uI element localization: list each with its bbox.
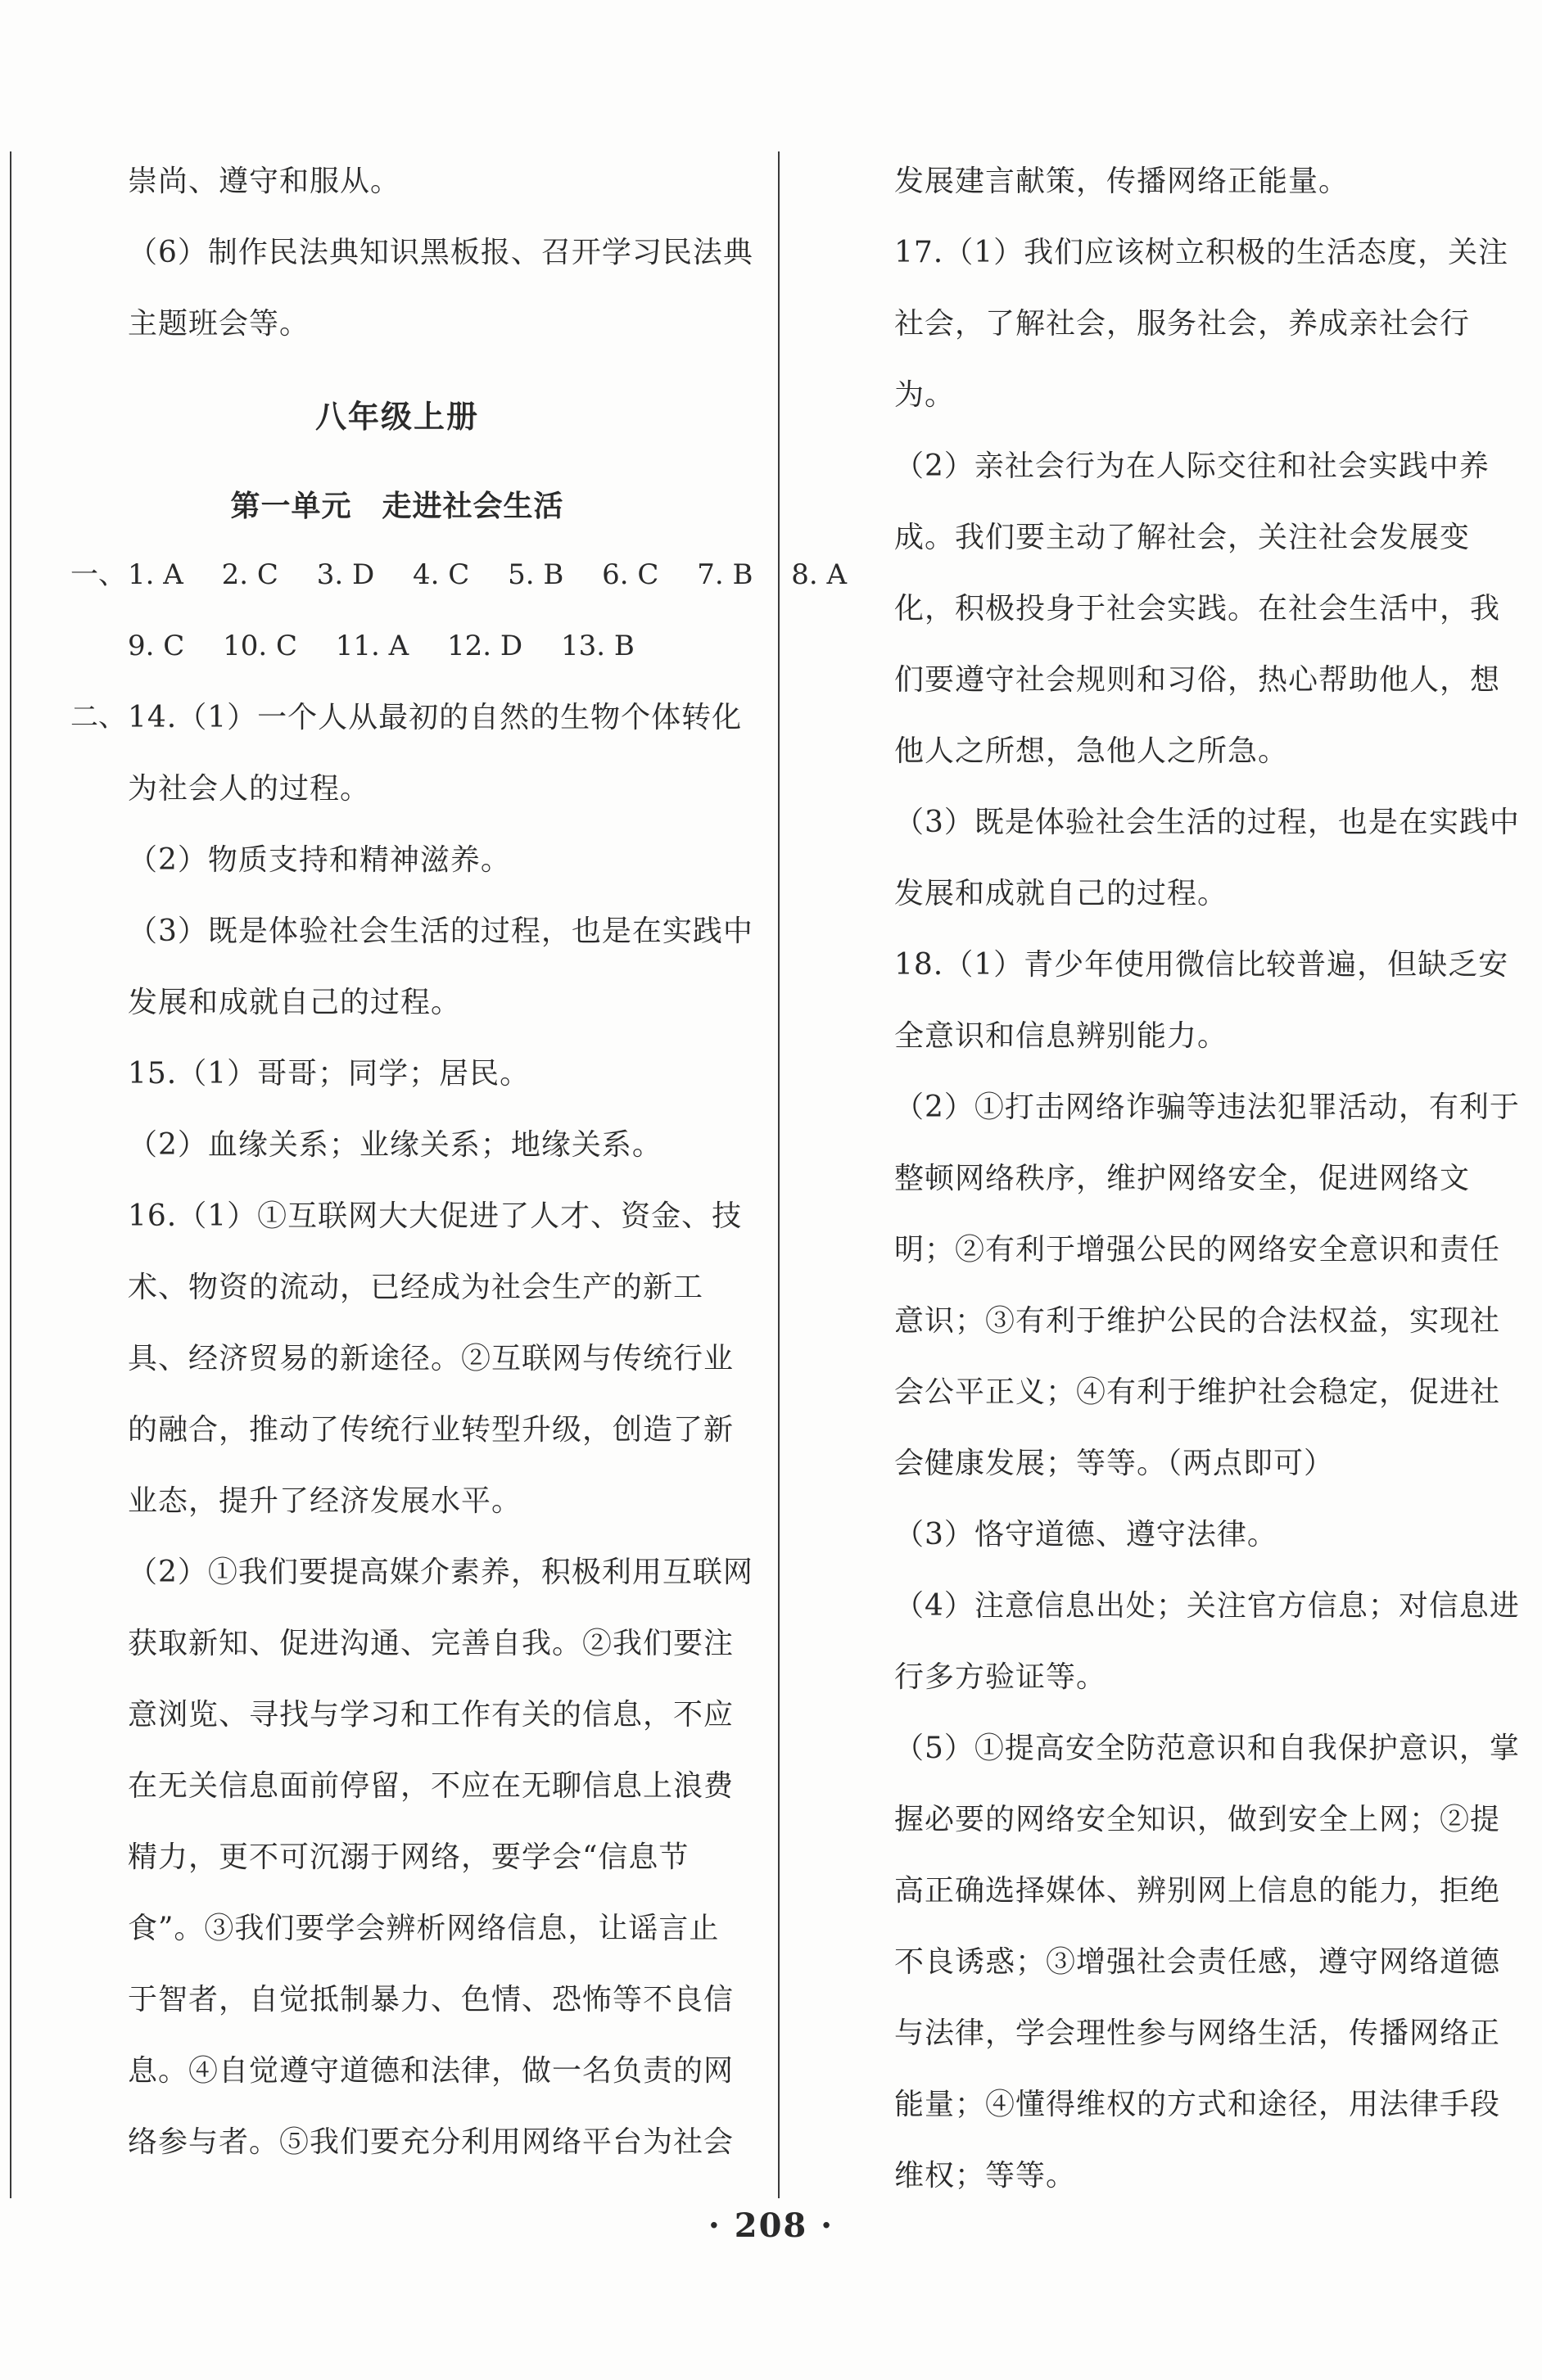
text-line: 精力，更不可沉溺于网络，要学会“信息节 xyxy=(128,1840,690,1874)
text-line: 术、物资的流动，已经成为社会生产的新工 xyxy=(128,1271,704,1304)
text-line: 能量；④懂得维权的方式和途径，用法律手段 xyxy=(894,2088,1501,2121)
unit-heading: 第一单元 走进社会生活 xyxy=(230,490,564,523)
text-line: 成。我们要主动了解社会，关注社会发展变 xyxy=(894,521,1471,554)
text-line: 17.（1）我们应该树立积极的生活态度，关注 xyxy=(894,236,1509,269)
text-line: （3）既是体验社会生活的过程，也是在实践中 xyxy=(894,806,1520,839)
text-line: 崇尚、遵守和服从。 xyxy=(128,165,401,198)
text-line: 维权；等等。 xyxy=(894,2159,1077,2193)
text-line: 社会，了解社会，服务社会，养成亲社会行 xyxy=(894,307,1471,341)
text-line: 全意识和信息辨别能力。 xyxy=(894,1019,1228,1053)
text-line: 发展和成就自己的过程。 xyxy=(894,877,1228,910)
text-line: 获取新知、促进沟通、完善自我。②我们要注 xyxy=(128,1627,735,1660)
text-line: （2）①打击网络诈骗等违法犯罪活动，有利于 xyxy=(894,1091,1520,1124)
section-prefix: 二、 xyxy=(70,701,126,734)
text-line: 整顿网络秩序，维护网络安全，促进网络文 xyxy=(894,1162,1471,1195)
question-text: 14.（1）一个人从最初的自然的生物个体转化 xyxy=(128,701,743,734)
text-line: 会公平正义；④有利于维护社会稳定，促进社 xyxy=(894,1375,1501,1409)
text-line: 于智者，自觉抵制暴力、色情、恐怖等不良信 xyxy=(128,1983,735,2016)
text-line: 具、经济贸易的新途径。②互联网与传统行业 xyxy=(128,1342,735,1375)
answer-item: 7. B xyxy=(697,558,753,591)
answer-list xyxy=(128,540,876,611)
book-heading: 八年级上册 xyxy=(314,399,479,435)
answer-item: 3. D xyxy=(316,558,375,591)
text-line: 的融合，推动了传统行业转型升级，创造了新 xyxy=(128,1413,735,1447)
text-line: 与法律，学会理性参与网络生活，传播网络正 xyxy=(894,2016,1501,2050)
text-line: 意浏览、寻找与学习和工作有关的信息，不应 xyxy=(128,1698,735,1732)
answer-item: 10. C xyxy=(223,630,297,662)
right-column xyxy=(894,146,1520,2211)
text-line: 发展建言献策，传播网络正能量。 xyxy=(894,165,1350,198)
text-line: 不良诱惑；③增强社会责任感，遵守网络道德 xyxy=(894,1945,1501,1979)
multiple-choice-row xyxy=(57,611,737,682)
answer-item: 13. B xyxy=(561,630,635,662)
text-line: 为社会人的过程。 xyxy=(128,772,371,806)
text-line: 行多方验证等。 xyxy=(894,1660,1107,1694)
left-margin-rule xyxy=(10,151,11,2198)
answer-item: 11. A xyxy=(335,630,409,662)
text-line: 发展和成就自己的过程。 xyxy=(128,986,462,1019)
text-line: 16.（1）①互联网大大促进了人才、资金、技 xyxy=(128,1199,743,1233)
text-line: 化，积极投身于社会实践。在社会生活中，我 xyxy=(894,592,1501,625)
text-line: 息。④自觉遵守道德和法律，做一名负责的网 xyxy=(128,2054,735,2088)
answer-item: 2. C xyxy=(221,558,278,591)
text-line: 明；②有利于增强公民的网络安全意识和责任 xyxy=(894,1233,1501,1267)
text-line: 们要遵守社会规则和习俗，热心帮助他人，想 xyxy=(894,663,1501,697)
text-line: 15.（1）哥哥；同学；居民。 xyxy=(128,1057,531,1091)
answer-item: 9. C xyxy=(128,630,185,662)
text-line: 主题班会等。 xyxy=(128,307,310,341)
text-line: （2）物质支持和精神滋养。 xyxy=(128,843,511,877)
text-line: （4）注意信息出处；关注官方信息；对信息进 xyxy=(894,1589,1520,1623)
multiple-choice-row xyxy=(57,540,848,611)
answer-list xyxy=(128,611,664,682)
text-line: （2）①我们要提高媒介素养，积极利用互联网 xyxy=(128,1556,753,1589)
answer-item: 6. C xyxy=(602,558,659,591)
column-divider xyxy=(778,151,780,2198)
answer-item: 1. A xyxy=(128,558,183,591)
section-prefix: 一、 xyxy=(70,558,126,591)
left-column xyxy=(57,146,848,2178)
text-line: 高正确选择媒体、辨别网上信息的能力，拒绝 xyxy=(894,1874,1501,1908)
text-line: 意识；③有利于维护公民的合法权益，实现社 xyxy=(894,1304,1501,1338)
text-line: （2）亲社会行为在人际交往和社会实践中养 xyxy=(894,449,1490,483)
text-line: 在无关信息面前停留，不应在无聊信息上浪费 xyxy=(128,1769,735,1803)
text-line: （3）恪守道德、遵守法律。 xyxy=(894,1518,1277,1551)
answer-item: 5. B xyxy=(508,558,564,591)
text-line: （5）①提高安全防范意识和自我保护意识，掌 xyxy=(894,1732,1520,1765)
page-number: · 208 · xyxy=(708,2206,834,2245)
question-14-first-line xyxy=(57,682,743,753)
answer-item: 4. C xyxy=(413,558,470,591)
answer-item: 12. D xyxy=(447,630,523,662)
text-line: 握必要的网络安全知识，做到安全上网；②提 xyxy=(894,1803,1501,1836)
answer-item: 8. A xyxy=(791,558,848,591)
text-line: （6）制作民法典知识黑板报、召开学习民法典 xyxy=(128,236,753,269)
text-line: 会健康发展；等等。（两点即可） xyxy=(894,1447,1335,1480)
text-line: 络参与者。⑤我们要充分利用网络平台为社会 xyxy=(128,2125,735,2159)
text-line: （3）既是体验社会生活的过程，也是在实践中 xyxy=(128,915,753,948)
text-line: 为。 xyxy=(894,378,956,412)
text-line: 18.（1）青少年使用微信比较普遍，但缺乏安 xyxy=(894,948,1509,982)
text-line: （2）血缘关系；业缘关系；地缘关系。 xyxy=(128,1128,662,1162)
text-line: 食”。③我们要学会辨析网络信息，让谣言止 xyxy=(128,1912,720,1945)
text-line: 他人之所想，急他人之所急。 xyxy=(894,734,1289,768)
text-line: 业态，提升了经济发展水平。 xyxy=(128,1484,522,1518)
